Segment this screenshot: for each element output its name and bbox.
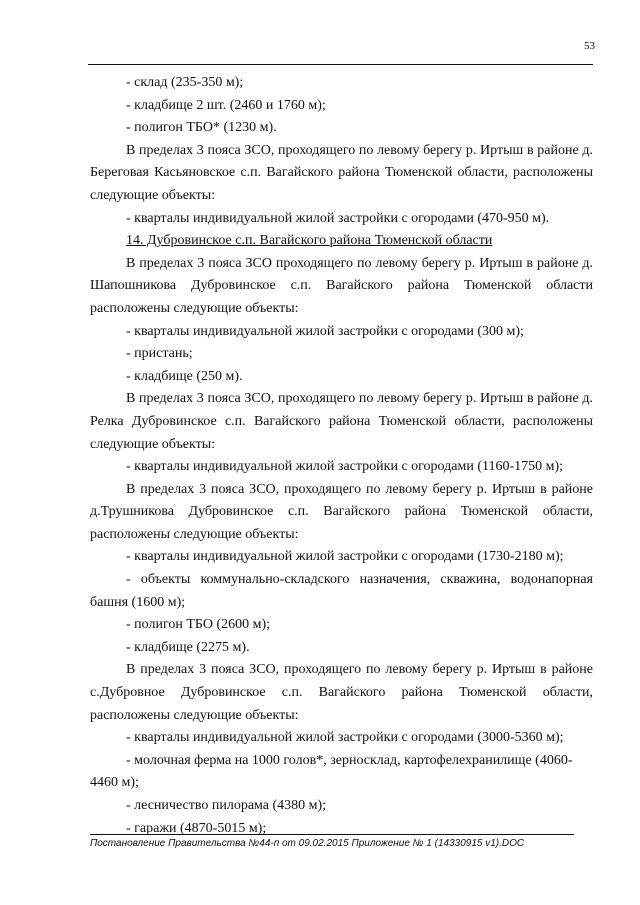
list-item: - пристань; [126, 346, 193, 362]
page-number: 53 [584, 40, 595, 52]
list-item: - кладбище 2 шт. (2460 и 1760 м); [126, 97, 326, 113]
section-heading: 14. Дубровинское с.п. Вагайского района Тюменской области [126, 233, 493, 249]
list-item: - кварталы индивидуальной жилой застройки с огородами (1160-1750 м); [126, 459, 564, 475]
list-item: - кварталы индивидуальной жилой застройки с огородами (300 м); [126, 323, 524, 339]
list-item: - объекты коммунально-складского назначения, скважина, водонапорная башня (1600 м); [90, 572, 593, 610]
list-item: - молочная ферма на 1000 голов*, зерносклад, картофелехранилище (4060-4460 м); [90, 752, 573, 791]
list-item: - гаражи (4870-5015 м); [126, 820, 267, 836]
footer-rule [90, 834, 574, 835]
list-item: - кварталы индивидуальной жилой застройки с огородами (470-950 м). [126, 210, 550, 226]
paragraph: В пределах 3 пояса ЗСО проходящего по левому берегу р. Иртыш в районе д. Шапошникова Дубровинское с.п. Вагайского района Тюменской области расположены следующие объекты: [90, 255, 593, 316]
list-item: - лесничество пилорама (4380 м); [126, 798, 327, 813]
header-rule [88, 64, 593, 65]
paragraph: В пределах 3 пояса ЗСО, проходящего по левому берегу р. Иртыш в районе с.Дубровное Дубровинское с.п. Вагайского района Тюменской области, расположены следующие объекты: [90, 662, 593, 723]
paragraph: В пределах 3 пояса ЗСО, проходящего по левому берегу р. Иртыш в районе д.Трушникова Дубровинское с.п. Вагайского района Тюменской области, расположены следующие объекты: [90, 481, 593, 542]
footer-reference: Постановление Правительства №44-п от 09.02.2015 Приложение № 1 (14330915 v1).DOC [90, 838, 525, 849]
list-item: - полигон ТБО* (1230 м). [126, 120, 277, 136]
list-item: - кладбище (2275 м). [126, 639, 250, 655]
list-item: - кварталы индивидуальной жилой застройки с огородами (3000-5360 м); [126, 730, 564, 746]
list-item: - кварталы индивидуальной жилой застройки с огородами (1730-2180 м); [126, 549, 564, 565]
list-item: - кладбище (250 м). [126, 368, 243, 384]
list-item: - полигон ТБО (2600 м); [126, 617, 271, 633]
document-body [90, 72, 593, 840]
paragraph: В пределах 3 пояса ЗСО, проходящего по левому берегу р. Иртыш в районе д. Релка Дубровинское с.п. Вагайского района Тюменской области, расположены следующие объекты: [90, 391, 593, 452]
list-item: - склад (235-350 м); [126, 75, 244, 90]
paragraph: В пределах 3 пояса ЗСО, проходящего по левому берегу р. Иртыш в районе д. Береговая Касьяновское с.п. Вагайского района Тюменской области, расположены следующие объекты: [90, 142, 593, 203]
